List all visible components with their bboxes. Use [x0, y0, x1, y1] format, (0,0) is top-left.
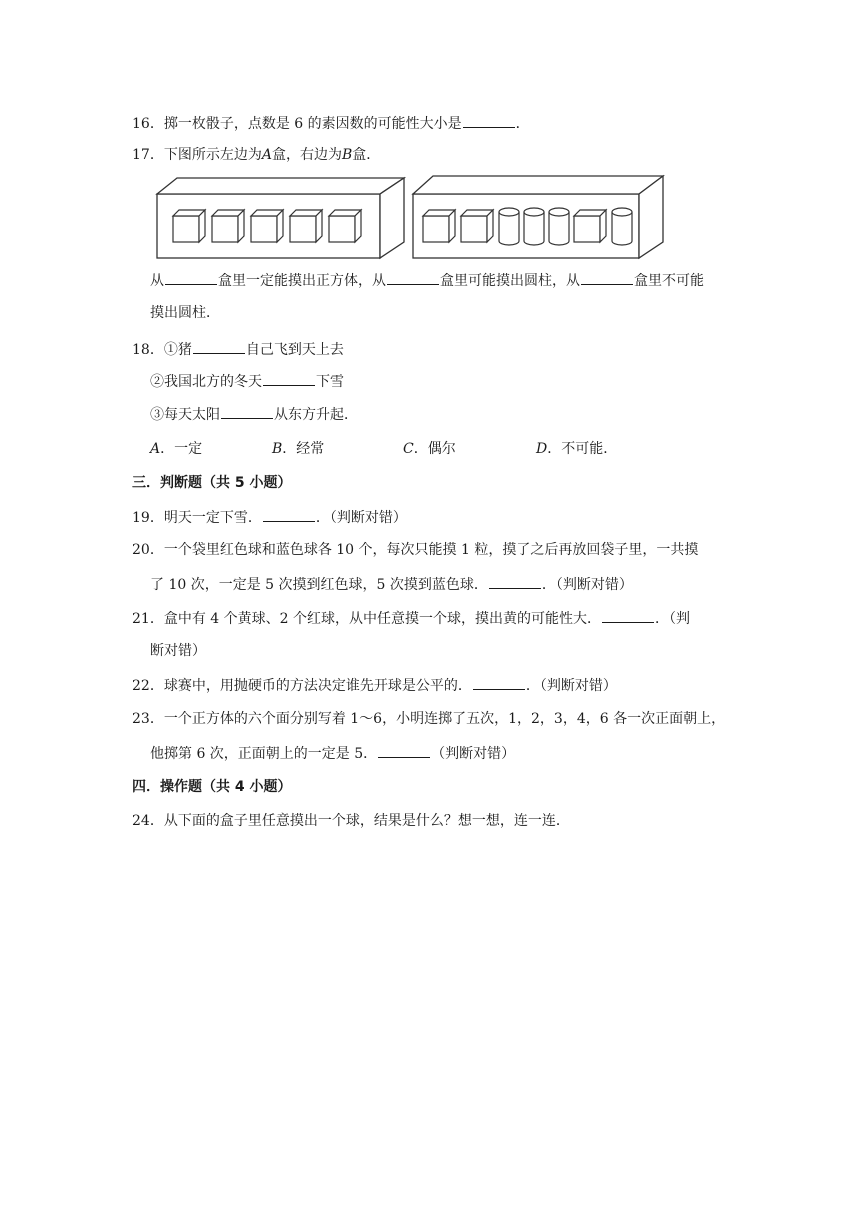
- cube-icon: [461, 210, 493, 242]
- answer-blank[interactable]: [221, 404, 273, 419]
- question-text: 掷一枚骰子，点数是 6 的素因数的可能性大小是: [163, 116, 462, 132]
- answer-blank[interactable]: [489, 574, 541, 589]
- answer-blank[interactable]: [193, 339, 245, 354]
- question-24: 24．从下面的盒子里任意摸出一个球，结果是什么？想一想，连一连．: [132, 813, 570, 829]
- option-d[interactable]: D．不可能．: [536, 441, 618, 457]
- question-number: 16．: [132, 116, 164, 132]
- cube-icon: [290, 210, 322, 242]
- box-a-label: A: [261, 147, 272, 163]
- question-17: 17．下图所示左边为A盒，右边为B盒．: [132, 147, 381, 163]
- answer-blank[interactable]: [263, 371, 315, 386]
- answer-blank[interactable]: [378, 743, 430, 758]
- question-number: 21．: [132, 611, 164, 627]
- question-21-line-2: 断对错）: [150, 643, 206, 659]
- question-17-answer-line: 从 盒里一定能摸出正方体，从 盒里可能摸出圆柱，从 盒里不可能: [150, 270, 704, 291]
- cube-icon: [173, 210, 205, 242]
- section-3-heading: 三．判断题（共 5 小题）: [132, 475, 292, 491]
- question-21: 21．盒中有 4 个黄球、2 个红球，从中任意摸一个球，摸出黄的可能性大． ．（判: [132, 608, 690, 629]
- cylinder-icon: [612, 208, 632, 245]
- question-22: 22．球赛中，用抛硬币的方法决定谁先开球是公平的． ．（判断对错）: [132, 675, 617, 696]
- question-17-line-2: 摸出圆柱．: [150, 305, 220, 321]
- cylinder-icon: [549, 208, 569, 245]
- question-18-item-2: ②我国北方的冬天 下雪: [150, 371, 344, 392]
- question-20-line-2: 了 10 次，一定是 5 次摸到红色球，5 次摸到蓝色球． ．（判断对错）: [150, 574, 633, 595]
- question-18-options: [150, 439, 650, 459]
- section-4-heading: 四．操作题（共 4 小题）: [132, 779, 292, 795]
- question-number: 19．: [132, 510, 164, 526]
- question-23: 23．一个正方体的六个面分别写着 1～6，小明连掷了五次，1，2，3，4，6 各一次正面朝上，: [132, 711, 726, 727]
- question-number: 22．: [132, 678, 164, 694]
- option-a[interactable]: A．一定: [150, 441, 203, 457]
- cube-icon: [329, 210, 361, 242]
- cube-icon: [251, 210, 283, 242]
- cylinder-icon: [524, 208, 544, 245]
- question-number: 24．: [132, 813, 164, 829]
- answer-blank[interactable]: [463, 113, 515, 128]
- question-20: 20．一个袋里红色球和蓝色球各 10 个，每次只能摸 1 粒，摸了之后再放回袋子里，一共摸: [132, 542, 699, 558]
- cube-icon: [574, 210, 606, 242]
- question-23-line-2: 他掷第 6 次，正面朝上的一定是 5． （判断对错）: [150, 743, 515, 764]
- option-c[interactable]: C．偶尔: [403, 441, 456, 457]
- cube-icon: [423, 210, 455, 242]
- question-number: 23．: [132, 711, 164, 727]
- answer-blank[interactable]: [473, 675, 525, 690]
- question-18-item-3: ③每天太阳 从东方升起．: [150, 404, 358, 425]
- answer-blank[interactable]: [387, 270, 439, 285]
- question-number: 17．: [132, 147, 164, 163]
- box-b-label: B: [341, 147, 353, 163]
- question-number: 20．: [132, 542, 164, 558]
- answer-blank[interactable]: [165, 270, 217, 285]
- cylinder-icon: [499, 208, 519, 245]
- boxes-figure: [155, 172, 665, 260]
- question-18: 18．①猪 自己飞到天上去: [132, 339, 344, 360]
- cube-icon: [212, 210, 244, 242]
- answer-blank[interactable]: [263, 507, 315, 522]
- answer-blank[interactable]: [602, 608, 654, 623]
- question-16: 16．掷一枚骰子，点数是 6 的素因数的可能性大小是 ．: [132, 113, 530, 134]
- option-b[interactable]: B．经常: [272, 441, 325, 457]
- answer-blank[interactable]: [581, 270, 633, 285]
- question-number: 18．: [132, 342, 164, 358]
- question-19: 19．明天一定下雪． ．（判断对错）: [132, 507, 407, 528]
